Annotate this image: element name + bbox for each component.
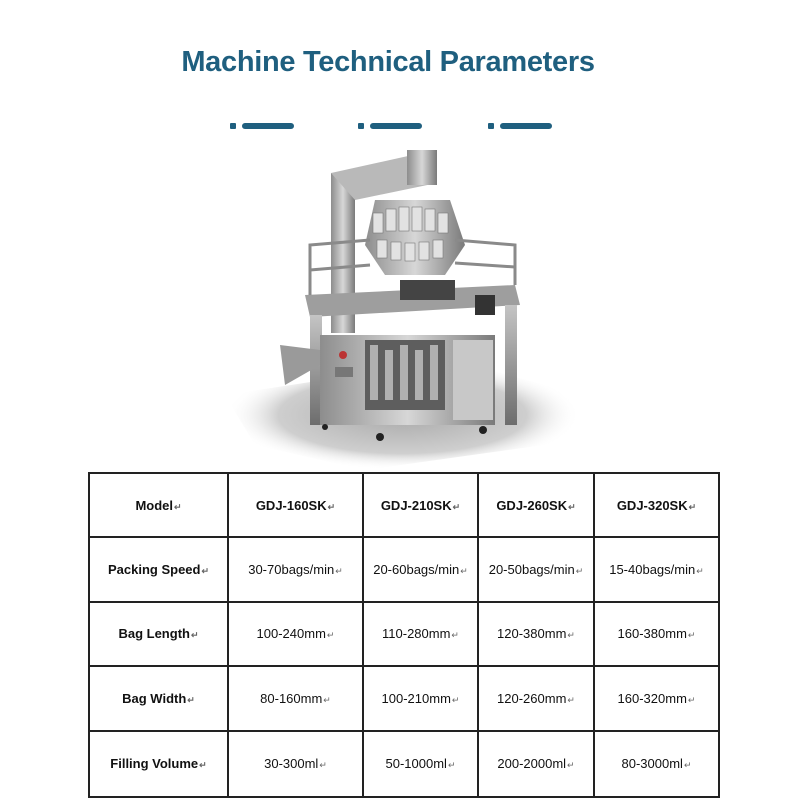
table-cell: 100-210mm↵ bbox=[363, 666, 478, 730]
parameters-table bbox=[88, 472, 720, 798]
table-cell: 80-160mm↵ bbox=[228, 666, 363, 730]
table-cell: 120-380mm↵ bbox=[478, 602, 594, 666]
table-row bbox=[89, 602, 719, 666]
table-row bbox=[89, 666, 719, 730]
table-cell: 200-2000ml↵ bbox=[478, 731, 594, 797]
table-row bbox=[89, 537, 719, 601]
table-cell: 100-240mm↵ bbox=[228, 602, 363, 666]
header-model: Model↵ bbox=[89, 473, 228, 537]
header-gdj-260sk: GDJ-260SK↵ bbox=[478, 473, 594, 537]
table-cell: 160-320mm↵ bbox=[594, 666, 719, 730]
row-label-bag-width: Bag Width↵ bbox=[89, 666, 228, 730]
packing-machine-image bbox=[225, 145, 580, 470]
page-title: Machine Technical Parameters bbox=[181, 46, 595, 78]
table-header-row bbox=[89, 473, 719, 537]
table-cell: 15-40bags/min↵ bbox=[594, 537, 719, 601]
table-cell: 30-70bags/min↵ bbox=[228, 537, 363, 601]
row-label-packing-speed: Packing Speed↵ bbox=[89, 537, 228, 601]
header-gdj-320sk: GDJ-320SK↵ bbox=[594, 473, 719, 537]
table-row bbox=[89, 731, 719, 797]
table-cell: 20-60bags/min↵ bbox=[363, 537, 478, 601]
table-cell: 120-260mm↵ bbox=[478, 666, 594, 730]
header-gdj-160sk: GDJ-160SK↵ bbox=[228, 473, 363, 537]
table-cell: 160-380mm↵ bbox=[594, 602, 719, 666]
table-cell: 30-300ml↵ bbox=[228, 731, 363, 797]
row-label-filling-volume: Filling Volume↵ bbox=[89, 731, 228, 797]
table-cell: 110-280mm↵ bbox=[363, 602, 478, 666]
table-cell: 50-1000ml↵ bbox=[363, 731, 478, 797]
row-label-bag-length: Bag Length↵ bbox=[89, 602, 228, 666]
table-cell: 20-50bags/min↵ bbox=[478, 537, 594, 601]
header-gdj-210sk: GDJ-210SK↵ bbox=[363, 473, 478, 537]
table-cell: 80-3000ml↵ bbox=[594, 731, 719, 797]
